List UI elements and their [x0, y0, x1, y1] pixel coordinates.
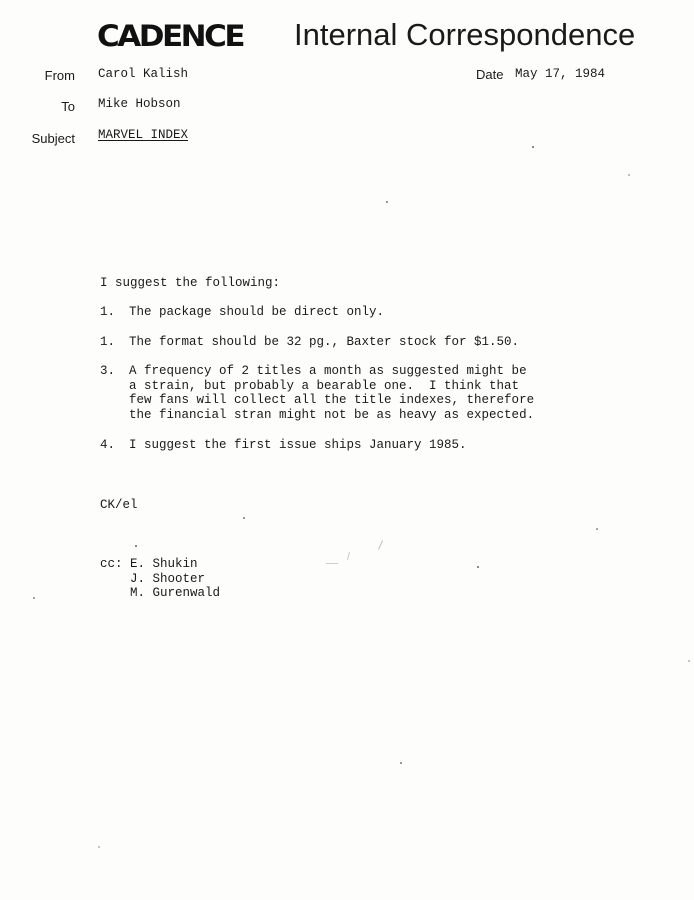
scan-speck [135, 545, 137, 547]
cc-recipient: J. Shooter [130, 571, 206, 586]
pencil-mark [378, 540, 383, 549]
cc-label: cc: [100, 557, 123, 571]
list-item-text: A frequency of 2 titles a month as suggested might be [129, 364, 527, 378]
list-item-number: 3. [100, 364, 116, 378]
scan-speck [688, 660, 690, 662]
scan-speck [532, 146, 534, 148]
to-value: Mike Hobson [98, 97, 181, 111]
typist-initials: CK/el [100, 498, 138, 512]
subject-value: MARVEL INDEX [98, 128, 189, 142]
scan-speck [400, 762, 402, 764]
scan-speck [98, 846, 100, 848]
list-item-number: 1. [100, 335, 116, 349]
scan-speck [596, 528, 598, 530]
list-item-text: a strain, but probably a bearable one. I think that [129, 378, 520, 393]
scan-speck [386, 201, 388, 203]
date-label: Date [476, 67, 504, 82]
cc-recipient: M. Gurenwald [130, 586, 221, 600]
list-item-text: few fans will collect all the title indexes, therefore [129, 393, 535, 407]
list-item-text: the financial stran might not be as heavy as expected. [129, 407, 535, 422]
document-title: Internal Correspondence [294, 17, 636, 52]
from-value: Carol Kalish [98, 67, 189, 81]
body-intro: I suggest the following: [100, 276, 281, 290]
pencil-mark [326, 563, 338, 564]
to-label: To [61, 99, 75, 114]
scan-speck [477, 566, 479, 568]
scan-speck [628, 174, 630, 176]
cc-recipient: E. Shukin [130, 557, 198, 571]
pencil-mark [347, 552, 350, 560]
list-item-number: 4. [100, 438, 116, 452]
scan-speck [243, 517, 245, 519]
scan-speck [33, 597, 35, 599]
list-item-number: 1. [100, 305, 116, 319]
list-item-text: I suggest the first issue ships January 1985. [129, 438, 467, 452]
date-value: May 17, 1984 [515, 67, 606, 81]
subject-label: Subject [31, 131, 75, 146]
list-item-text: The format should be 32 pg., Baxter stock for $1.50. [129, 335, 520, 349]
list-item-text: The package should be direct only. [129, 305, 385, 319]
from-label: From [44, 68, 75, 83]
company-logo: CADENCE [97, 19, 244, 54]
